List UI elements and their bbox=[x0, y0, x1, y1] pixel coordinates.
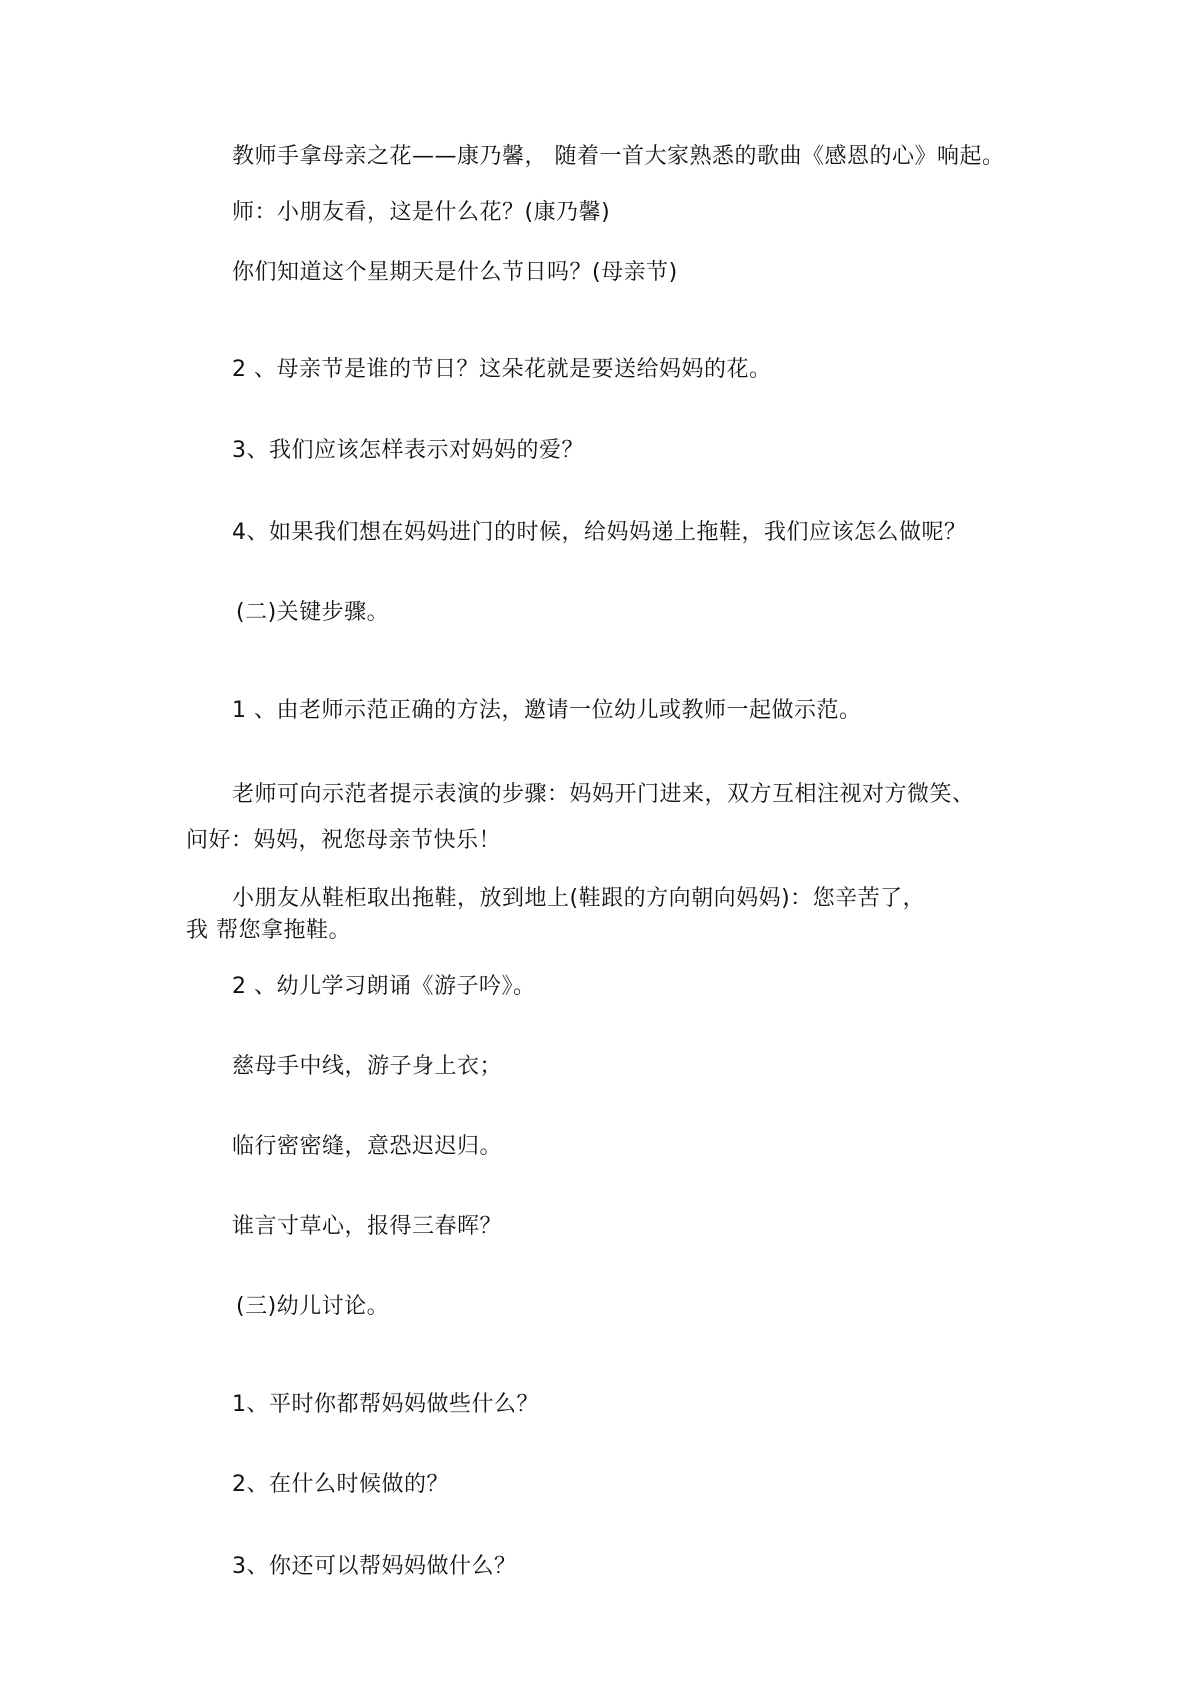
demo-instructions-cont: 问好：妈妈，祝您母亲节快乐！ bbox=[186, 828, 502, 853]
step-item-1: 1 、由老师示范正确的方法，邀请一位幼儿或教师一起做示范。 bbox=[232, 698, 862, 723]
teacher-question: 师：小朋友看，这是什么花？(康乃馨) bbox=[232, 200, 611, 225]
list-item-4: 4、如果我们想在妈妈进门的时候，给妈妈递上拖鞋，我们应该怎么做呢？ bbox=[232, 520, 967, 545]
list-item-3: 3、我们应该怎样表示对妈妈的爱？ bbox=[232, 438, 584, 463]
slipper-instructions: 小朋友从鞋柜取出拖鞋，放到地上(鞋跟的方向朝向妈妈)：您辛苦了， bbox=[232, 886, 926, 911]
demo-instructions: 老师可向示范者提示表演的步骤：妈妈开门进来，双方互相注视对方微笑、 bbox=[232, 782, 975, 807]
discussion-item-2: 2、在什么时候做的？ bbox=[232, 1472, 449, 1497]
list-item-2: 2 、母亲节是谁的节日？这朵花就是要送给妈妈的花。 bbox=[232, 357, 772, 382]
slipper-instructions-cont: 我 帮您拿拖鞋。 bbox=[186, 918, 351, 943]
poem-line-1: 慈母手中线，游子身上衣； bbox=[232, 1054, 503, 1079]
discussion-item-3: 3、你还可以帮妈妈做什么？ bbox=[232, 1554, 517, 1579]
step-item-2: 2 、幼儿学习朗诵《游子吟》。 bbox=[232, 974, 536, 999]
discussion-item-1: 1、平时你都帮妈妈做些什么？ bbox=[232, 1392, 539, 1417]
intro-paragraph: 教师手拿母亲之花——康乃馨， 随着一首大家熟悉的歌曲《感恩的心》响起。 bbox=[232, 144, 1005, 169]
section-heading-discussion: (三)幼儿讨论。 bbox=[236, 1294, 390, 1319]
poem-line-3: 谁言寸草心，报得三春晖？ bbox=[232, 1214, 503, 1239]
poem-line-2: 临行密密缝，意恐迟迟归。 bbox=[232, 1134, 503, 1159]
holiday-question: 你们知道这个星期天是什么节日吗？(母亲节) bbox=[232, 260, 678, 285]
section-heading-key-steps: (二)关键步骤。 bbox=[236, 600, 390, 625]
